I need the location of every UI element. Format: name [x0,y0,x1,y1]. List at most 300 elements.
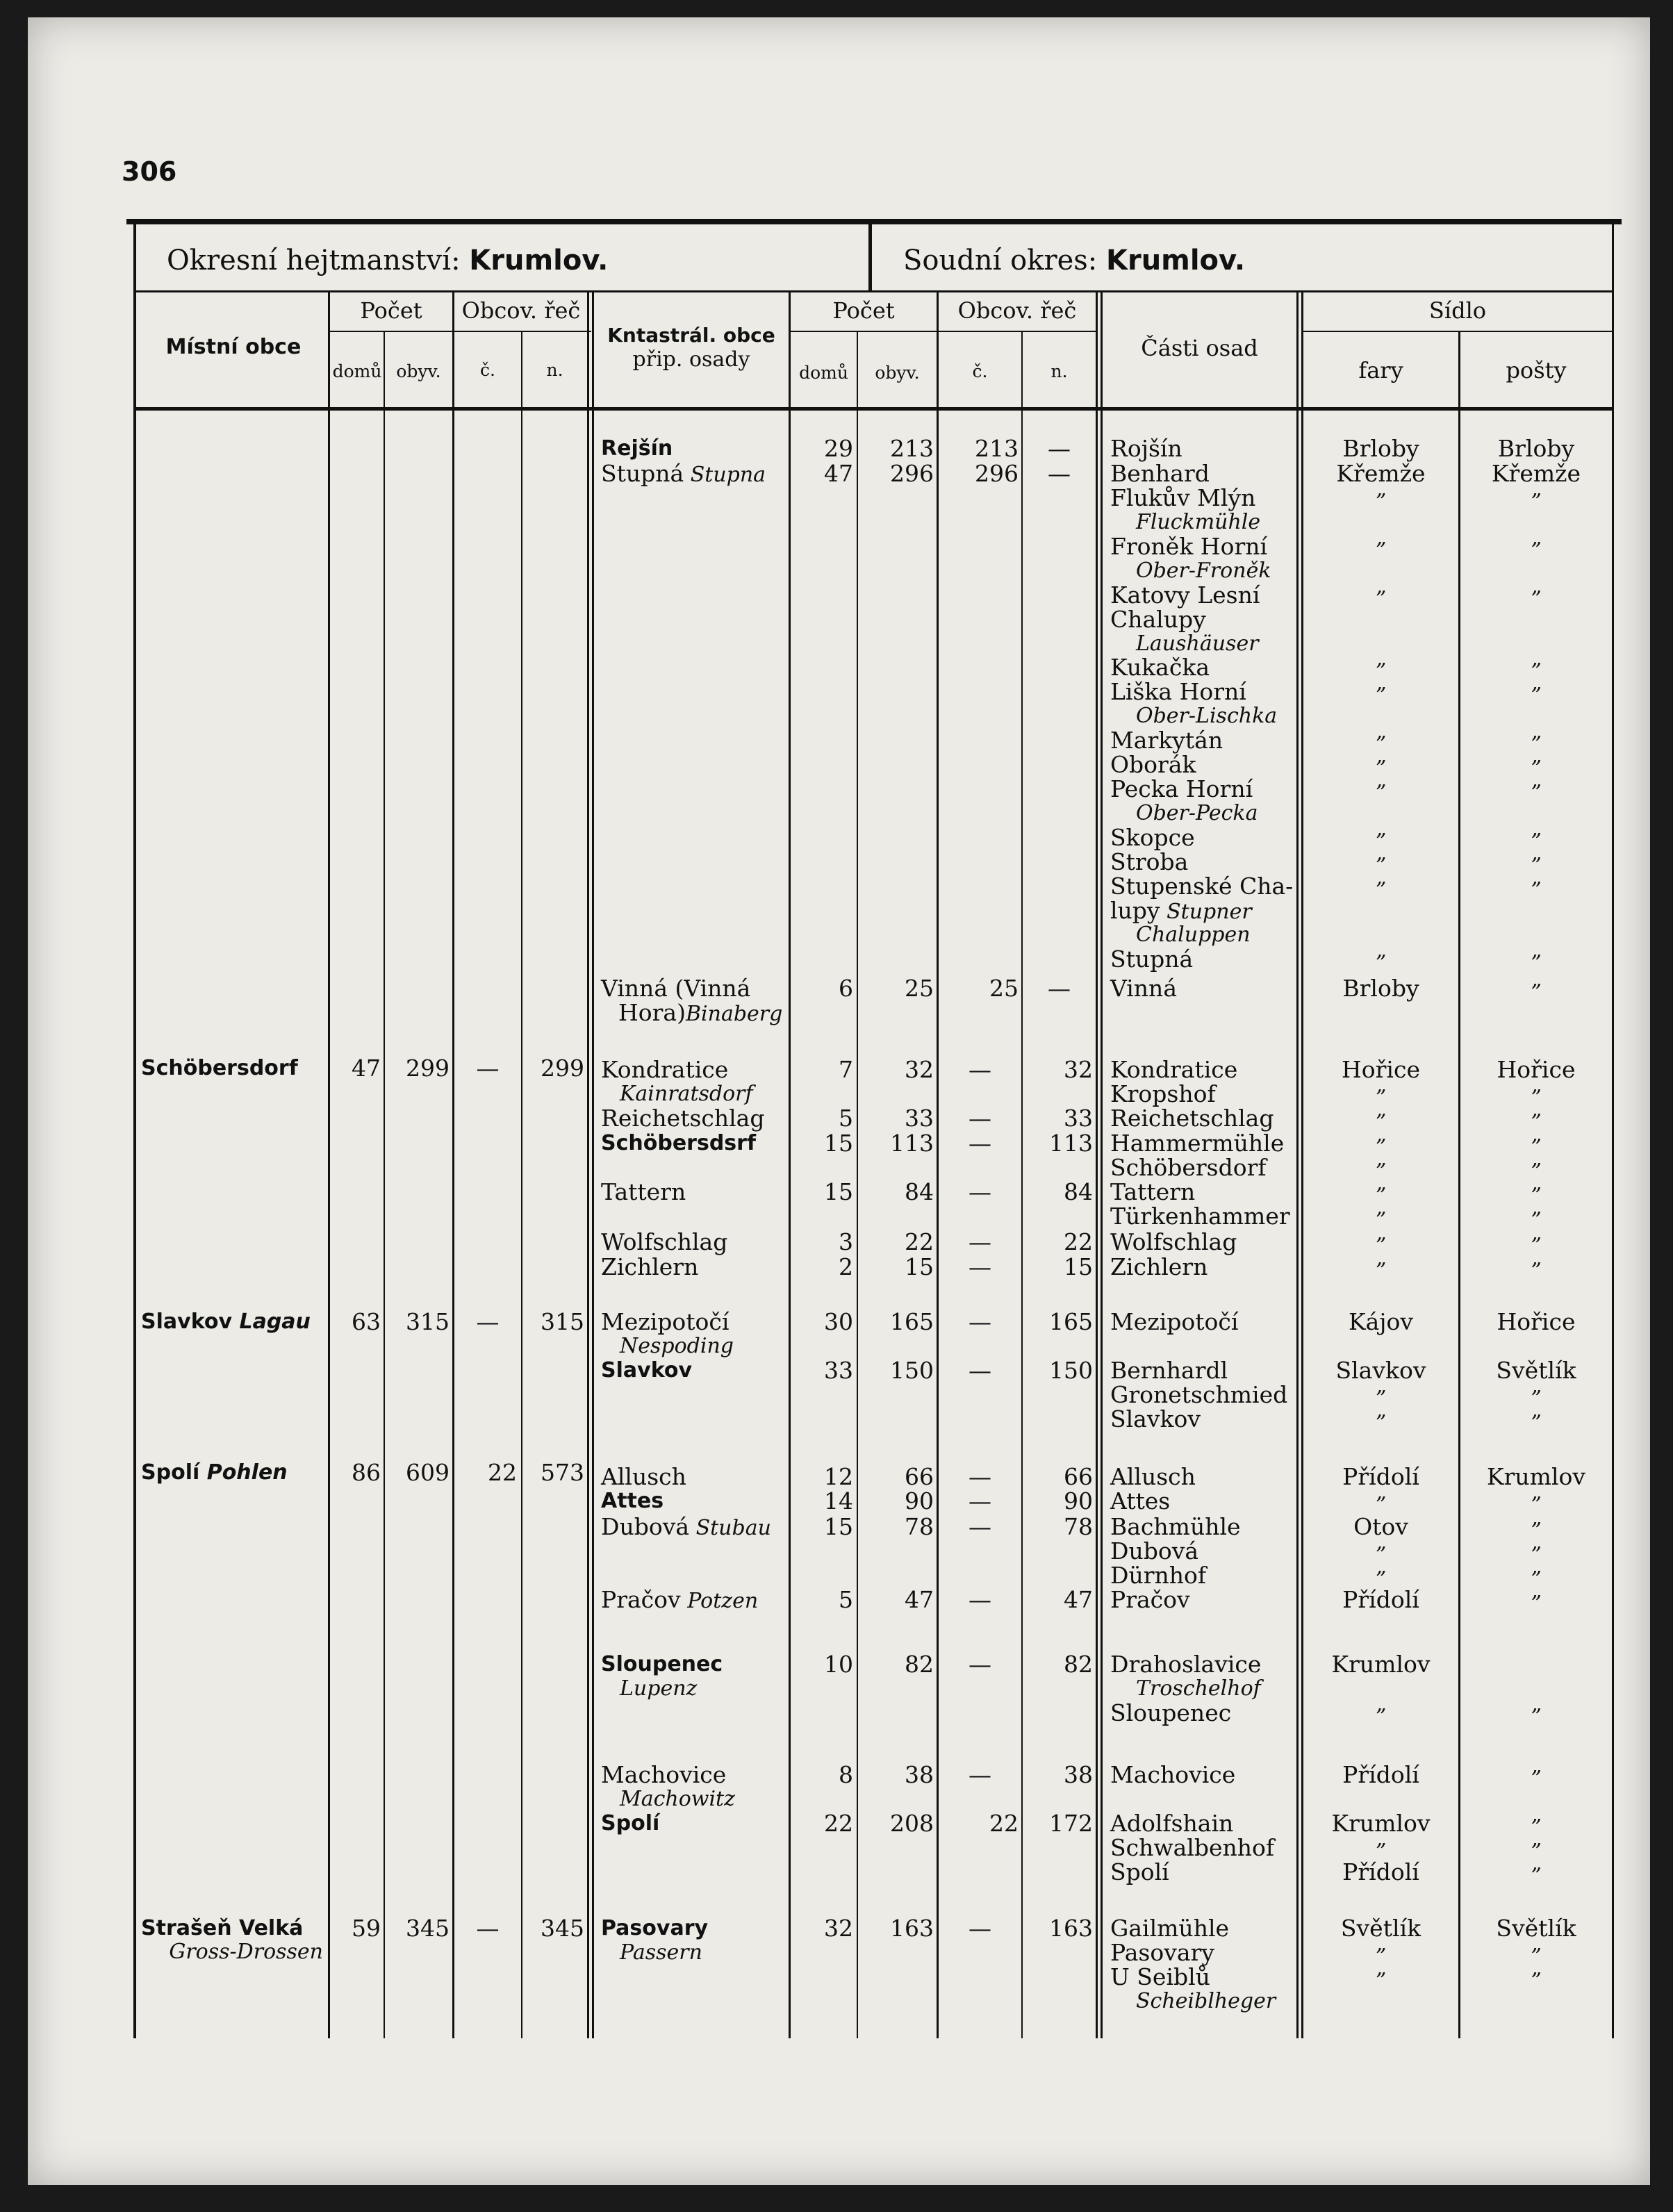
seat-post-office: ” [1531,781,1542,805]
part-name: Pasovary [1110,1939,1214,1966]
cadastral-c: — [969,1253,991,1280]
municipality-c: — [476,1055,500,1082]
seat-parish: Přídolí [1342,1586,1419,1613]
municipality-c: 22 [488,1459,517,1486]
cadastral-domu: 5 [839,1105,853,1132]
seat-post-office: ” [1531,951,1542,975]
municipality-obyv: 345 [406,1915,450,1942]
seat-parish: ” [1375,1184,1387,1208]
part-name: Froněk Horní [1110,533,1268,560]
col-posty: pošty [1506,357,1567,383]
cadastral-domu: 5 [839,1586,853,1613]
part-name: Adolfshain [1110,1810,1234,1837]
seat-post-office: Hořice [1497,1056,1576,1083]
subheader-rule-left [330,331,591,332]
cadastral-n: 165 [1049,1308,1093,1335]
col-c-1: č. [480,360,495,380]
page-number: 306 [122,156,177,187]
municipality-domu: 63 [352,1308,381,1335]
part-name: Vinná [1110,975,1177,1002]
municipality-c: — [476,1915,500,1942]
cadastral-n: 150 [1049,1357,1093,1384]
court-label: Soudní okres: [903,245,1098,276]
col-obyv-2: obyv. [875,363,920,383]
seat-parish: ” [1375,1543,1387,1567]
part-name: Mezipotočí [1110,1308,1239,1335]
col-domu-1: domů [332,361,382,381]
cadastral-alt-name: Binaberg [685,1002,783,1026]
seat-parish: ” [1375,1387,1387,1411]
title-divider [868,224,872,292]
seat-post-office: ” [1531,1259,1542,1283]
seat-post-office: ” [1531,878,1542,902]
seat-post-office: ” [1531,538,1542,563]
top-rule [126,219,1622,224]
seat-parish: ” [1375,1259,1387,1283]
cadastral-c: — [969,1651,991,1678]
cadastral-obyv: 22 [905,1228,934,1255]
seat-parish: ” [1375,1705,1387,1729]
part-alt-name: Ober-Lischka [1136,704,1278,728]
part-name: Bachmühle [1110,1513,1241,1540]
col-line-10b [1101,292,1103,2038]
col-fary: fary [1358,357,1403,383]
cadastral-name: Rejšín [601,436,673,461]
seat-parish: Křemže [1336,460,1426,487]
cadastral-domu: 7 [839,1056,853,1083]
part-name: Kukačka [1110,654,1210,681]
cadastral-n: 78 [1064,1513,1093,1540]
municipality-name: Schöbersdorf [141,1056,298,1080]
municipality-domu: 86 [352,1459,381,1486]
municipality-n: 315 [541,1308,584,1335]
municipality-name: Strašeň Velká [141,1916,304,1940]
seat-post-office: ” [1531,1969,1542,1993]
cadastral-name: Allusch [601,1463,686,1490]
part-name: Drahoslavice [1110,1651,1262,1678]
seat-parish: ” [1375,1945,1387,1969]
seat-parish: ” [1375,659,1387,684]
seat-post-office: ” [1531,1519,1542,1543]
cadastral-obyv: 208 [890,1810,934,1837]
cadastral-name: Pasovary [601,1916,709,1940]
seat-parish: ” [1375,1840,1387,1864]
title-rule [133,290,1613,292]
cadastral-domu: 15 [824,1130,853,1157]
municipality-alt-name: Gross-Drossen [169,1940,323,1964]
cadastral-alt-name: Kainratsdorf [620,1082,753,1106]
seat-parish: ” [1375,1411,1387,1435]
seat-post-office: Brloby [1497,435,1575,462]
seat-parish: ” [1375,684,1387,708]
part-name: Spolí [1110,1858,1169,1885]
municipality-n: 345 [541,1915,584,1942]
municipality-obyv: 609 [406,1459,450,1486]
cadastral-obyv: 33 [905,1105,934,1132]
cadastral-n: 82 [1064,1651,1093,1678]
part-name: Flukův Mlýn [1110,484,1256,511]
seat-post-office: ” [1531,1705,1542,1729]
seat-post-office: ” [1531,1411,1542,1435]
cadastral-alt-name: Lupenz [620,1676,698,1701]
seat-parish: ” [1375,538,1387,563]
cadastral-name: Mezipotočí [601,1308,730,1335]
cadastral-obyv: 90 [905,1487,934,1514]
cadastral-c: — [969,1487,991,1514]
seat-post-office: ” [1531,1387,1542,1411]
part-name: Attes [1110,1487,1171,1514]
district-name: Krumlov. [469,245,609,276]
court-name: Krumlov. [1105,245,1246,276]
seat-post-office: ” [1531,757,1542,781]
seat-post-office: Krumlov [1486,1463,1586,1490]
seat-parish: ” [1375,1208,1387,1232]
cadastral-c: — [969,1513,991,1540]
cadastral-c: — [969,1178,991,1205]
seat-parish: ” [1375,854,1387,878]
cadastral-name-line2: Hora)Binaberg [618,999,783,1026]
part-name: Liška Horní [1110,678,1246,705]
cadastral-domu: 6 [839,975,853,1002]
cadastral-n: 38 [1064,1761,1093,1788]
cadastral-c: — [969,1228,991,1255]
seat-parish: Přídolí [1342,1761,1419,1788]
cadastral-domu: 29 [824,435,853,462]
cadastral-name: Attes [601,1489,664,1513]
part-name: Gailmühle [1110,1915,1230,1942]
cadastral-n: 90 [1064,1487,1093,1514]
seat-parish: ” [1375,732,1387,757]
seat-parish: ” [1375,1110,1387,1134]
col-obcov-2: Obcov. řeč [957,297,1077,324]
cadastral-c: — [969,1586,991,1613]
part-name: Allusch [1110,1463,1196,1490]
part-name: Tattern [1110,1178,1196,1205]
municipality-alt-name: Lagau [232,1310,311,1334]
cadastral-c: — [969,1130,991,1157]
cadastral-domu: 22 [824,1810,853,1837]
col-pocet-2: Počet [832,297,895,324]
municipality-c: — [476,1308,500,1335]
cadastral-name: Pračov Potzen [601,1586,759,1613]
cadastral-alt-name: Nespoding [620,1334,734,1358]
part-name: Dubová [1110,1537,1199,1565]
cadastral-obyv: 213 [890,435,934,462]
part-name: Machovice [1110,1761,1236,1788]
part-alt-name: Stupner [1160,900,1252,924]
seat-post-office: ” [1531,980,1542,1005]
seat-parish: Kájov [1348,1308,1414,1335]
seat-parish: ” [1375,587,1387,611]
cadastral-n: 32 [1064,1056,1093,1083]
seat-post-office: ” [1531,1159,1542,1184]
cadastral-c: — [969,1463,991,1490]
cadastral-n: 163 [1049,1915,1093,1942]
seat-post-office: ” [1531,1567,1542,1592]
part-alt-name: Chaluppen [1136,923,1251,947]
seat-post-office: ” [1531,854,1542,878]
cadastral-name: Vinná (Vinná [601,975,751,1002]
cadastral-domu: 33 [824,1357,853,1384]
col-domu-2: domů [799,363,848,383]
subheader-rule-mid [791,331,1096,332]
part-alt-name: Scheiblheger [1136,1989,1276,2013]
seat-parish: ” [1375,878,1387,902]
cadastral-domu: 32 [824,1915,853,1942]
cadastral-n: 113 [1049,1130,1093,1157]
seat-parish: ” [1375,1234,1387,1258]
cadastral-c: — [969,1056,991,1083]
cadastral-obyv: 150 [890,1357,934,1384]
cadastral-obyv: 296 [890,460,934,487]
seat-parish: ” [1375,757,1387,781]
col-katastr-2: přip. osady [632,347,750,372]
municipality-domu: 59 [352,1915,381,1942]
part-name-line2: Chalupy [1110,606,1206,633]
municipality-obyv: 315 [406,1308,450,1335]
part-name: Dürnhof [1110,1562,1207,1589]
cadastral-name: Dubová Stubau [601,1513,771,1540]
col-casti-osad: Části osad [1141,335,1258,361]
part-name: Rojšín [1110,435,1182,462]
cadastral-n: 33 [1064,1105,1093,1132]
seat-parish: ” [1375,1969,1387,1993]
cadastral-name: Stupná Stupna [601,460,766,487]
col-obyv-1: obyv. [396,361,441,381]
seat-parish: Otov [1353,1513,1408,1540]
cadastral-c: — [969,1357,991,1384]
seat-parish: Brloby [1342,435,1419,462]
part-name: Katovy Lesní [1110,581,1260,609]
col-sidlo: Sídlo [1428,297,1487,324]
col-obcov-1: Obcov. řeč [461,297,581,324]
seat-parish: Světlík [1340,1915,1421,1942]
col-n-1: n. [546,360,563,380]
cadastral-obyv: 82 [905,1651,934,1678]
part-name: U Seiblů [1110,1963,1210,1990]
col-katastr-1: Kntastrál. obce [607,324,775,347]
part-name: Skopce [1110,824,1195,851]
col-c-2: č. [972,361,988,381]
part-alt-name: Fluckmühle [1136,510,1261,534]
cadastral-obyv: 163 [890,1915,934,1942]
part-name: Pecka Horní [1110,775,1253,802]
municipality-n: 299 [541,1055,584,1082]
part-name: Kropshof [1110,1080,1216,1107]
cadastral-domu: 15 [824,1513,853,1540]
cadastral-obyv: 113 [890,1130,934,1157]
seat-parish: ” [1375,781,1387,805]
seat-post-office: ” [1531,1135,1542,1159]
cadastral-domu: 3 [839,1228,853,1255]
cadastral-name: Machovice [601,1761,727,1788]
seat-parish: Hořice [1342,1056,1420,1083]
seat-post-office: ” [1531,732,1542,757]
seat-parish: ” [1375,1086,1387,1110]
col-line-5a [587,292,589,2038]
cadastral-c: 296 [975,460,1019,487]
seat-parish: ” [1375,1159,1387,1184]
seat-post-office: ” [1531,1945,1542,1969]
cadastral-obyv: 25 [905,975,934,1002]
municipality-obyv: 299 [406,1055,450,1082]
col-line-5b [592,292,594,2038]
cadastral-obyv: 32 [905,1056,934,1083]
cadastral-domu: 8 [839,1761,853,1788]
cadastral-n: — [1048,975,1071,1002]
outer-left-line [133,222,136,2038]
col-line-11a [1296,292,1299,2038]
cadastral-n: — [1048,460,1071,487]
cadastral-obyv: 66 [905,1463,934,1490]
part-name: Bernhardl [1110,1357,1228,1384]
cadastral-domu: 12 [824,1463,853,1490]
seat-parish: Přídolí [1342,1858,1419,1885]
seat-post-office: ” [1531,1086,1542,1110]
cadastral-domu: 10 [824,1651,853,1678]
cadastral-domu: 15 [824,1178,853,1205]
part-name-line2: lupy Stupner [1110,897,1252,924]
seat-post-office: ” [1531,1208,1542,1232]
cadastral-c: 22 [989,1810,1019,1837]
seat-parish: ” [1375,951,1387,975]
municipality-name: Spolí Pohlen [141,1460,288,1485]
seat-parish: Krumlov [1331,1651,1431,1678]
seat-post-office: ” [1531,684,1542,708]
col-line-3 [452,292,454,2038]
cadastral-name: Schöbersdsrf [601,1131,757,1155]
part-name: Pračov [1110,1586,1190,1613]
col-n-2: n. [1050,361,1068,381]
part-name: Stroba [1110,848,1189,875]
seat-post-office: ” [1531,659,1542,684]
seat-post-office: ” [1531,830,1542,854]
cadastral-alt-name: Stupna [684,463,766,487]
cadastral-c: — [969,1761,991,1788]
header-bottom-rule [133,407,1613,411]
cadastral-domu: 47 [824,460,853,487]
cadastral-c: — [969,1105,991,1132]
cadastral-name: Reichetschlag [601,1105,765,1132]
cadastral-name: Spolí [601,1811,660,1835]
seat-post-office: ” [1531,587,1542,611]
col-line-1 [328,292,330,2038]
outer-right-line [1612,224,1614,2038]
cadastral-obyv: 78 [905,1513,934,1540]
seat-post-office: ” [1531,1767,1542,1791]
municipality-alt-name: Pohlen [199,1460,288,1485]
seat-post-office: ” [1531,1815,1542,1840]
part-alt-name: Troschelhof [1136,1676,1261,1701]
cadastral-n: 47 [1064,1586,1093,1613]
cadastral-domu: 30 [824,1308,853,1335]
part-name: Benhard [1110,460,1210,487]
part-name: Stupenské Cha- [1110,873,1294,900]
cadastral-c: — [969,1308,991,1335]
cadastral-c: 213 [975,435,1019,462]
seat-post-office: Hořice [1497,1308,1576,1335]
cadastral-alt-name: Machowitz [620,1787,735,1811]
cadastral-name: Tattern [601,1178,686,1205]
cadastral-n: 172 [1049,1810,1093,1837]
col-mistni-obce: Místní obce [165,335,302,359]
seat-parish: ” [1375,1567,1387,1592]
cadastral-alt-name: Potzen [680,1589,759,1613]
cadastral-name: Sloupenec [601,1652,723,1676]
seat-post-office: ” [1531,1840,1542,1864]
district-title [167,245,608,276]
seat-parish: ” [1375,1493,1387,1517]
part-name: Kondratice [1110,1056,1238,1083]
part-name: Türkenhammer [1110,1203,1290,1230]
cadastral-n: 66 [1064,1463,1093,1490]
cadastral-c: — [969,1915,991,1942]
cadastral-c: 25 [989,975,1019,1002]
municipality-domu: 47 [352,1055,381,1082]
cadastral-obyv: 47 [905,1586,934,1613]
seat-post-office: ” [1531,1543,1542,1567]
col-line-10a [1096,292,1098,2038]
seat-parish: ” [1375,490,1387,514]
part-alt-name: Ober-Pecka [1136,801,1258,825]
part-name: Markytán [1110,727,1223,754]
part-alt-name: Laushäuser [1136,632,1259,656]
seat-post-office: ” [1531,1184,1542,1208]
municipality-name: Slavkov Lagau [141,1310,311,1334]
cadastral-name: Zichlern [601,1253,699,1280]
part-name: Hammermühle [1110,1130,1285,1157]
col-pocet-1: Počet [360,297,422,324]
col-line-2 [384,331,385,2038]
seat-post-office: ” [1531,1493,1542,1517]
seat-post-office: ” [1531,1234,1542,1258]
seat-post-office: Světlík [1496,1357,1576,1384]
cadastral-alt-name: Stubau [689,1516,771,1540]
seat-post-office: Křemže [1491,460,1581,487]
cadastral-name: Kondratice [601,1056,729,1083]
seat-parish: ” [1375,1135,1387,1159]
part-name: Wolfschlag [1110,1228,1237,1255]
part-name: Reichetschlag [1110,1105,1274,1132]
court-title [903,245,1245,276]
cadastral-obyv: 84 [905,1178,934,1205]
cadastral-domu: 14 [824,1487,853,1514]
cadastral-name: Wolfschlag [601,1228,728,1255]
cadastral-alt-name: Passern [620,1940,702,1965]
seat-parish: Slavkov [1335,1357,1426,1384]
part-name: Schwalbenhof [1110,1834,1275,1861]
cadastral-n: 22 [1064,1228,1093,1255]
part-name: Oborák [1110,751,1196,778]
seat-parish: ” [1375,830,1387,854]
cadastral-n: 84 [1064,1178,1093,1205]
seat-parish: Krumlov [1331,1810,1431,1837]
seat-post-office: ” [1531,1592,1542,1616]
cadastral-obyv: 38 [905,1761,934,1788]
part-name: Stupná [1110,946,1194,973]
cadastral-obyv: 15 [905,1253,934,1280]
seat-post-office: ” [1531,1864,1542,1888]
part-name: Gronetschmied [1110,1381,1288,1408]
municipality-n: 573 [541,1459,584,1486]
seat-post-office: Světlík [1496,1915,1576,1942]
seat-post-office: ” [1531,1110,1542,1134]
col-line-4 [521,331,522,2038]
part-name: Slavkov [1110,1405,1201,1433]
cadastral-n: 15 [1064,1253,1093,1280]
district-label: Okresní hejtmanství: [167,245,461,276]
seat-parish: Brloby [1342,975,1419,1002]
